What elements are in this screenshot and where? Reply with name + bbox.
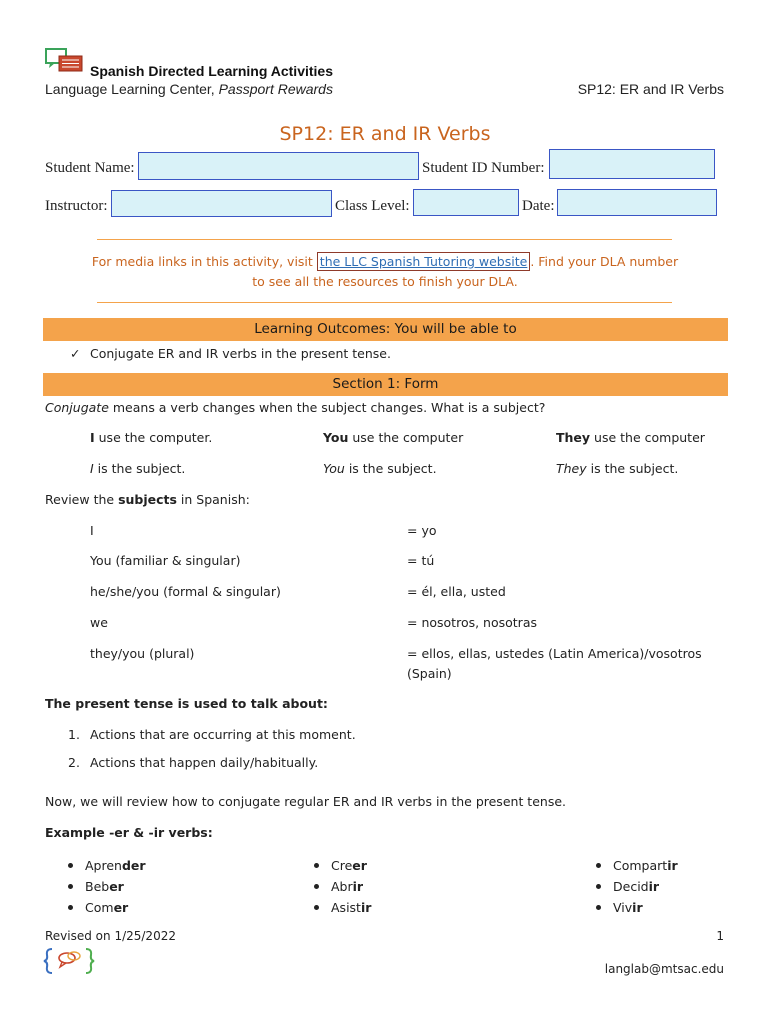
- example-1-sub-italic: I: [90, 461, 94, 476]
- verb-stem: Asist: [331, 900, 361, 915]
- review-suffix: in Spanish:: [176, 492, 250, 507]
- bullet-icon: [596, 905, 601, 910]
- student-id-field[interactable]: [549, 149, 715, 179]
- example-3-bold: They: [556, 430, 591, 445]
- bullet-icon: [68, 905, 73, 910]
- verb-stem: Com: [85, 900, 114, 915]
- verb-item: [68, 876, 146, 897]
- subject-en-4: they/you (plural): [90, 646, 195, 661]
- example-3: [556, 430, 705, 445]
- use-number-1: 1.: [68, 727, 80, 742]
- use-item-1: [68, 727, 356, 742]
- check-icon: ✓: [70, 346, 81, 361]
- student-id-label: Student ID Number:: [422, 160, 545, 176]
- present-tense-heading: The present tense is used to talk about:: [45, 696, 328, 711]
- subject-en-3: we: [90, 615, 108, 630]
- bullet-icon: [314, 905, 319, 910]
- notice-line-2: to see all the resources to finish your DLA.: [252, 274, 518, 289]
- intro-italic: Conjugate: [45, 400, 109, 415]
- verb-column-3: [596, 855, 678, 918]
- example-3-subject: [556, 461, 678, 476]
- outcome-item: [70, 346, 391, 361]
- bullet-icon: [314, 884, 319, 889]
- verb-ending: er: [109, 879, 124, 894]
- verb-stem: Cre: [331, 858, 353, 873]
- use-text-2: Actions that happen daily/habitually.: [90, 755, 319, 770]
- subtitle-prefix: Language Learning Center,: [45, 81, 219, 97]
- subject-en-2: he/she/you (formal & singular): [90, 584, 281, 599]
- subject-en-0: I: [90, 523, 94, 538]
- verb-item: [596, 876, 678, 897]
- verb-stem: Apren: [85, 858, 122, 873]
- example-1-sub-rest: is the subject.: [93, 461, 186, 476]
- example-2-sub-rest: is the subject.: [344, 461, 437, 476]
- org-title: Spanish Directed Learning Activities: [90, 63, 333, 79]
- verb-ending: ir: [360, 900, 372, 915]
- bullet-icon: [596, 863, 601, 868]
- header-logo-icon: [45, 47, 85, 75]
- example-2-rest: use the computer: [348, 430, 464, 445]
- verb-stem: Abr: [331, 879, 353, 894]
- subject-es-1: = tú: [407, 553, 435, 568]
- review-prefix: Review the: [45, 492, 119, 507]
- verb-stem: Decid: [613, 879, 649, 894]
- subtitle-italic: Passport Rewards: [218, 81, 333, 97]
- footer-logo-icon: [42, 946, 98, 976]
- example-2: [323, 430, 463, 445]
- revised-date: Revised on 1/25/2022: [45, 929, 176, 943]
- notice-text-after: . Find your DLA number: [530, 254, 679, 269]
- verb-item: [68, 855, 146, 876]
- example-1-subject: [90, 461, 185, 476]
- example-3-rest: use the computer: [590, 430, 705, 445]
- student-name-field[interactable]: [138, 152, 419, 180]
- date-field[interactable]: [557, 189, 717, 216]
- examples-heading: Example -er & -ir verbs:: [45, 825, 213, 840]
- review-conjugate-line: Now, we will review how to conjugate regular ER and IR verbs in the present tense.: [45, 794, 567, 809]
- subject-es-4: = ellos, ellas, ustedes (Latin America)/vosotros: [407, 646, 702, 661]
- example-2-subject: [323, 461, 437, 476]
- example-1-rest: use the computer.: [94, 430, 213, 445]
- verb-item: [596, 897, 678, 918]
- bullet-icon: [68, 863, 73, 868]
- contact-email[interactable]: langlab@mtsac.edu: [604, 962, 724, 976]
- verb-stem: Beb: [85, 879, 110, 894]
- verb-ending: er: [352, 858, 367, 873]
- bullet-icon: [314, 863, 319, 868]
- instructor-field[interactable]: [111, 190, 332, 217]
- review-subjects-line: [45, 492, 250, 507]
- example-2-sub-italic: You: [323, 461, 345, 476]
- verb-item: [68, 897, 146, 918]
- intro-rest: means a verb changes when the subject changes. What is a subject?: [108, 400, 546, 415]
- example-3-sub-italic: They: [556, 461, 587, 476]
- verb-ending: der: [121, 858, 146, 873]
- outcome-text: Conjugate ER and IR verbs in the present tense.: [90, 346, 391, 361]
- verb-item: [314, 876, 371, 897]
- page-number: 1: [716, 929, 724, 943]
- verb-item: [314, 855, 371, 876]
- use-item-2: [68, 755, 318, 770]
- verb-ending: er: [113, 900, 129, 915]
- example-2-bold: You: [323, 430, 349, 445]
- bullet-icon: [596, 884, 601, 889]
- section1-intro: [45, 400, 545, 415]
- review-bold: subjects: [118, 492, 177, 507]
- verb-ending: ir: [632, 900, 643, 915]
- class-level-field[interactable]: [413, 189, 519, 216]
- verb-stem: Viv: [613, 900, 633, 915]
- class-level-label: Class Level:: [335, 198, 410, 214]
- verb-item: [596, 855, 678, 876]
- verb-item: [314, 897, 371, 918]
- header-subtitle: [45, 81, 333, 97]
- section1-heading: Section 1: Form: [43, 373, 728, 396]
- example-1: [90, 430, 212, 445]
- verb-column-2: [314, 855, 371, 918]
- subject-en-1: You (familiar & singular): [90, 553, 241, 568]
- date-label: Date:: [522, 198, 555, 214]
- notice-bottom-divider: [97, 302, 672, 303]
- verb-ending: ir: [667, 858, 678, 873]
- verb-column-1: [68, 855, 146, 918]
- student-name-label: Student Name:: [45, 160, 135, 176]
- verb-ending: ir: [352, 879, 364, 894]
- subject-es-3: = nosotros, nosotras: [407, 615, 537, 630]
- example-1-bold: I: [90, 430, 95, 445]
- subject-es-4-line2: (Spain): [407, 666, 452, 681]
- verb-ending: ir: [648, 879, 660, 894]
- subject-es-0: = yo: [407, 523, 437, 538]
- example-3-sub-rest: is the subject.: [586, 461, 679, 476]
- instructor-label: Instructor:: [45, 198, 108, 214]
- verb-stem: Compart: [613, 858, 668, 873]
- bullet-icon: [68, 884, 73, 889]
- tutoring-website-link[interactable]: the LLC Spanish Tutoring website: [317, 252, 531, 271]
- subject-es-2: = él, ella, usted: [407, 584, 506, 599]
- use-text-1: Actions that are occurring at this moment.: [90, 727, 356, 742]
- use-number-2: 2.: [68, 755, 80, 770]
- notice-text-before: For media links in this activity, visit: [91, 254, 317, 269]
- page-title: SP12: ER and IR Verbs: [279, 123, 491, 145]
- notice-line-1: [0, 254, 770, 269]
- doc-code: SP12: ER and IR Verbs: [577, 81, 724, 97]
- outcomes-heading: Learning Outcomes: You will be able to: [43, 318, 728, 341]
- notice-top-divider: [97, 239, 672, 240]
